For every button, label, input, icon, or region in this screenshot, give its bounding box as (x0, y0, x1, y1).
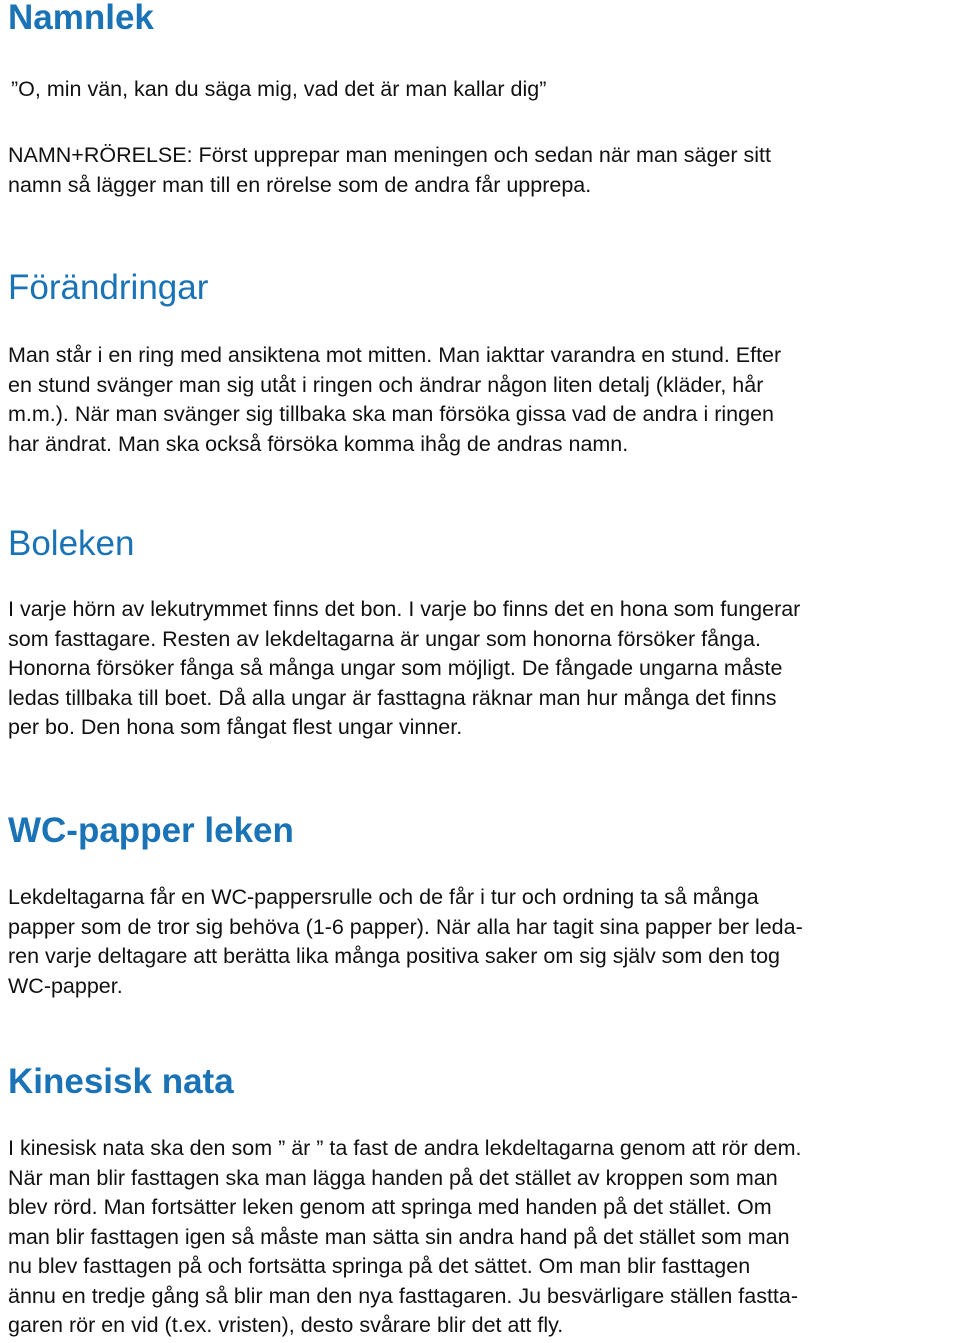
text-line: garen rör en vid (t.ex. vristen), desto svårare blir det att fly. (8, 1313, 564, 1337)
text-line: en stund svänger man sig utåt i ringen och ändrar någon liten detalj (kläder, hår (8, 372, 764, 397)
paragraph-namnlek-rules (8, 141, 771, 200)
text-line: per bo. Den hona som fångat flest ungar vinner. (8, 715, 463, 739)
text-line: papper som de tror sig behöva (1-6 papper). När alla har tagit sina papper ber leda- (8, 914, 803, 939)
paragraph-kinesisk-nata (8, 1134, 802, 1341)
section-heading-namnlek: Namnlek (8, 0, 154, 37)
text-line: ledas tillbaka till boet. Då alla ungar är fasttagna räknar man hur många det finns (8, 685, 777, 710)
text-line: Lekdeltagarna får en WC-pappersrulle och de får i tur och ordning ta så många (8, 885, 759, 909)
text-line: namn så lägger man till en rörelse som de andra får upprepa. (8, 172, 592, 197)
paragraph-namnlek-quote (11, 75, 546, 105)
text-line: som fasttagare. Resten av lekdeltagarna är ungar som honorna försöker fånga. (8, 626, 761, 651)
text-line: ännu en tredje gång så blir man den nya fasttagaren. Ju besvärligare ställen fastta- (8, 1283, 799, 1308)
text-line: WC-papper. (8, 973, 123, 998)
text-line: I kinesisk nata ska den som ” är ” ta fast de andra lekdeltagarna genom att rör dem. (8, 1136, 802, 1160)
text-line: I varje hörn av lekutrymmet finns det bon. I varje bo finns det en hona som fungerar (8, 597, 801, 621)
text-line: man blir fasttagen igen så måste man sätta sin andra hand på det stället som man (8, 1224, 790, 1249)
text-line: nu blev fasttagen på och fortsätta springa på det sättet. Om man blir fasttagen (8, 1254, 751, 1278)
section-heading-wc-papper-leken: WC-papper leken (8, 811, 294, 850)
paragraph-boleken (8, 595, 800, 743)
section-heading-boleken: Boleken (8, 524, 135, 563)
section-heading-forandringar: Förändringar (8, 268, 209, 307)
text-line: har ändrat. Man ska också försöka komma ihåg de andras namn. (8, 431, 629, 456)
text-line: När man blir fasttagen ska man lägga handen på det stället av kroppen som man (8, 1165, 778, 1190)
text-line: blev rörd. Man fortsätter leken genom att springa med handen på det stället. Om (8, 1195, 772, 1219)
paragraph-wc-papper-leken (8, 883, 803, 1001)
text-line: Man står i en ring med ansiktena mot mitten. Man iakttar varandra en stund. Efter (8, 343, 782, 367)
paragraph-forandringar (8, 341, 781, 459)
text-line: ren varje deltagare att berätta lika många positiva saker om sig själv som den tog (8, 944, 781, 968)
section-heading-kinesisk-nata: Kinesisk nata (8, 1062, 234, 1101)
text-line: Honorna försöker fånga så många ungar som möjligt. De fångade ungarna måste (8, 656, 783, 680)
text-line: ”O, min vän, kan du säga mig, vad det är man kallar dig” (11, 77, 547, 101)
text-line: NAMN+RÖRELSE: Först upprepar man meningen och sedan när man säger sitt (8, 143, 772, 167)
text-line: m.m.). När man svänger sig tillbaka ska man försöka gissa vad de andra i ringen (8, 402, 774, 426)
